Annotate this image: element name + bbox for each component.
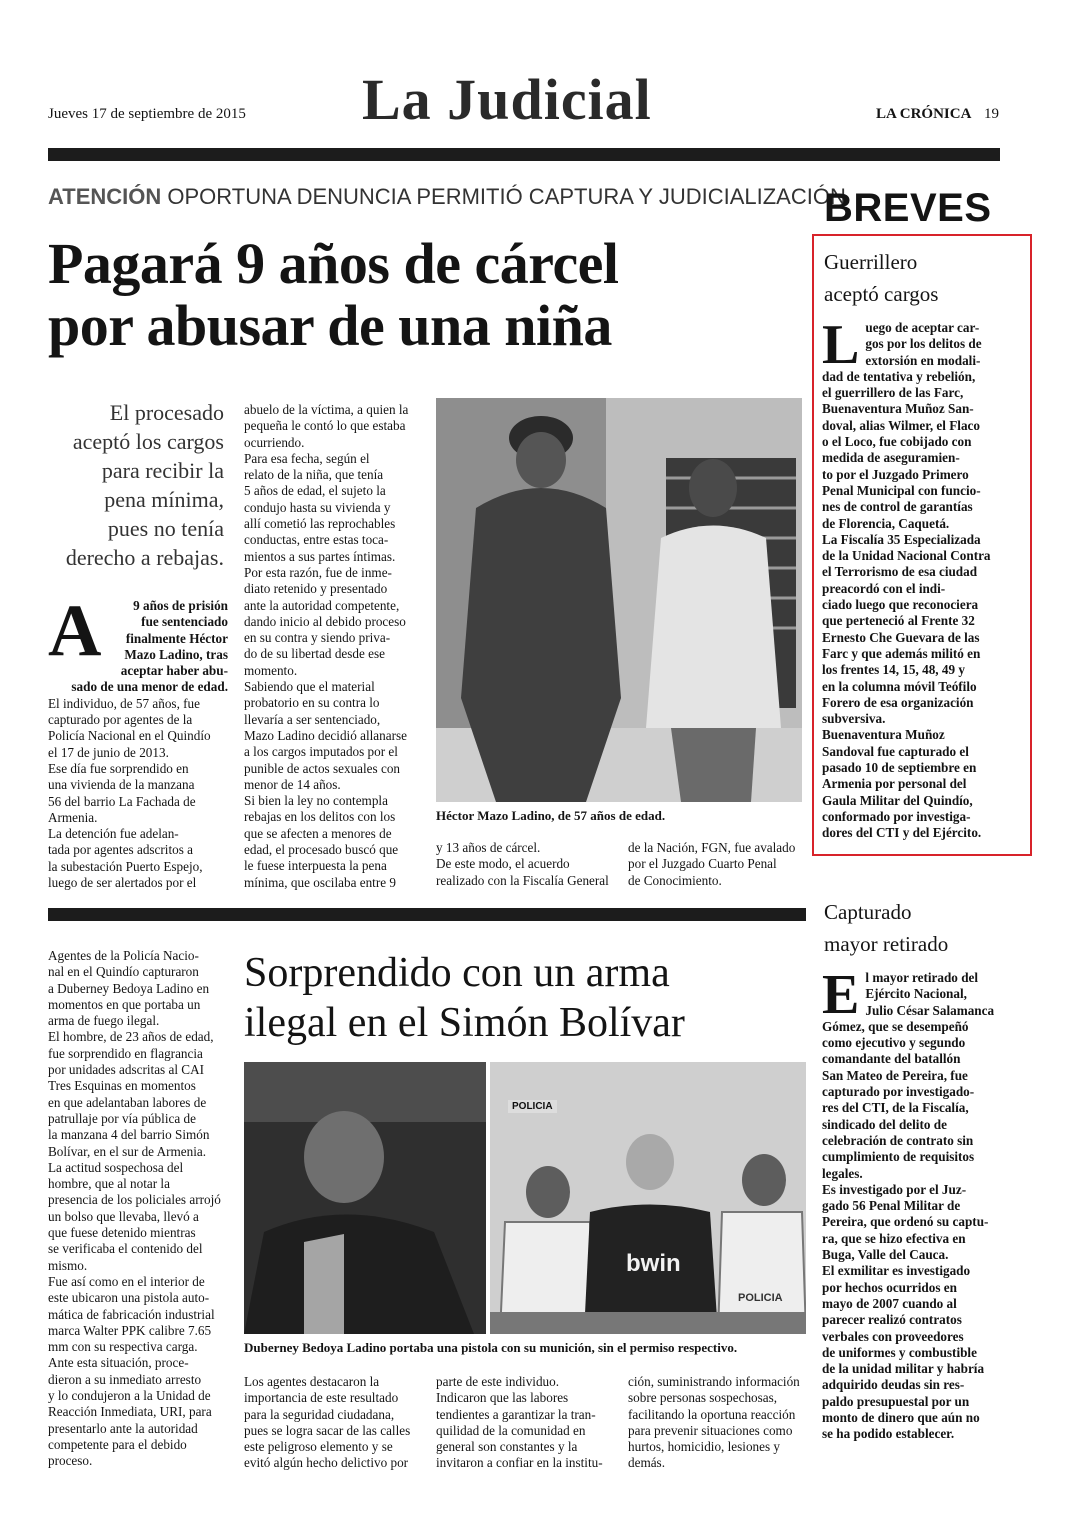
- main-col1-text: El individuo, de 57 años, fue capturado por agentes de la Policía Nacional en el Quindío el 17 de junio de 2013. Ese día fue sorprendido en una vivienda de la manzana 56 del barrio La Fachada de Armenia. La detención fue adelan- tada por agentes adscritos a la subestación Puerto Espejo, luego de ser alertados por el: [48, 695, 211, 891]
- second-col3: parte de este individuo. Indicaron que las labores tendientes a garantizar la tran- quilidad de la comunidad en general son constantes y la invitaron a confiar en la institu-: [436, 1374, 603, 1471]
- page-number: 19: [984, 106, 999, 122]
- main-headline-line1: Pagará 9 años de cárcel: [48, 231, 619, 296]
- second-photo-left-image: [244, 1062, 486, 1334]
- second-headline-line2: ilegal en el Simón Bolívar: [244, 1000, 685, 1046]
- main-headline: [48, 233, 619, 357]
- breve2-text: Gómez, que se desempeñó como ejecutivo y segundo comandante del batallón San Mateo de Pereira, fue capturado por investigado- res del CTI, de la Fiscalía, sindicado del delito de celebración de contrato sin cumplimiento de requisitos legales. Es investigado por el Juz- gado 56 Penal Militar de Pereira, que ordenó su captu- ra, que se hizo efectiva en Buga, Valle del Cauca. El exmilitar es investigado por hechos ocurridos en mayo de 2007 cuando al parecer realizó contratos verbales con proveedores de uniformes y combustible de la unidad militar y habría adquirido deudas sin res- paldo presupuestal por un monto de dinero que aún no se ha podido establecer.: [822, 1018, 989, 1442]
- breve2-body: [822, 964, 1020, 1443]
- second-headline: [244, 948, 685, 1048]
- second-col1: Agentes de la Policía Nacio- nal en el Quindío capturaron a Duberney Bedoya Ladino en momentos en que portaba un arma de fuego ilegal. El hombre, de 23 años de edad, fue sorprendido en flagrancia por unidades adscritas al CAI Tres Esquinas en momentos en que adelantaban labores de patrullaje por vía pública de la manzana 4 del barrio Simón Bolívar, en el sur de Armenia. La actitud sospechosa del hombre, que al notar la presencia de los policiales arrojó un bolso que llevaba, llevó a que fuese detenido mientras se verificaba el contenido del mismo. Fue así como en el interior de este ubicaron una pistola auto- mática de fabricación industrial marca Walter PPK calibre 7.65 mm con su respectiva carga. Ante esta situación, proce- dieron a su inmediato arresto y lo condujeron a la Unidad de Reacción Inmediata, URI, para presentarlo ante la autoridad competente para el debido proceso.: [48, 948, 221, 1469]
- second-photo-caption: Duberney Bedoya Ladino portaba una pistola con su munición, sin el permiso respectivo.: [244, 1340, 738, 1355]
- section-title: La Judicial: [362, 67, 652, 132]
- main-col1: [48, 590, 228, 891]
- breve2-lead: l mayor retirado del Ejército Nacional, Julio César Salamanca: [865, 970, 995, 1018]
- main-headline-line2: por abusar de una niña: [48, 293, 612, 358]
- breve2-headline: Capturado mayor retirado: [824, 900, 949, 956]
- main-photo-caption: Héctor Mazo Ladino, de 57 años de edad.: [436, 808, 666, 823]
- second-col4: ción, suministrando información sobre personas sospechosas, facilitando la oportuna reacción para prevenir situaciones como hurtos, homicidio, lesiones y demás.: [628, 1374, 800, 1471]
- main-col1-lead: 9 años de prisión fue sentenciado finalmente Héctor Mazo Ladino, tras aceptar haber abu- sado de una menor de edad.: [71, 598, 228, 695]
- main-photo-image: [436, 398, 802, 802]
- breve1-headline: Guerrillero aceptó cargos: [824, 250, 939, 306]
- main-col2: abuelo de la víctima, a quien la pequeña le contó lo que estaba ocurriendo. Para esa fecha, según el relato de la niña, que tenía 5 años de edad, el sujeto la condujo hasta su vivienda y allí cometió las reprochables conductas, entre estas toca- mientos a sus partes íntimas. Por esta razón, fue de inme- diato retenido y presentado ante la autoridad competente, dando inicio al debido proceso en su contra y siendo priva- do de su libertad desde ese momento. Sabiendo que el material probatorio en su contra lo llevaría a ser sentenciado, Mazo Ladino decidió allanarse a los cargos imputados por el punible de actos sexuales con menor de 14 años. Si bien la ley no contempla rebajas en los delitos con los que se afecten a menores de edad, el procesado buscó que le fuese interpuesta la pena mínima, que oscilaba entre 9: [244, 402, 409, 890]
- breve1-body: [822, 314, 1020, 842]
- second-col2: Los agentes destacaron la importancia de este resultado para la seguridad ciudadana, pues se logra sacar de las calles este peligroso elemento y se evitó algún hecho delictivo por: [244, 1374, 411, 1471]
- kicker-strong: ATENCIÓN: [48, 184, 162, 209]
- photo-text-shirt: bwin: [626, 1250, 681, 1277]
- main-photo: [436, 398, 802, 802]
- photo-text-police-2: POLICIA: [738, 1292, 783, 1304]
- breves-title: BREVES: [824, 186, 992, 230]
- issue-date: Jueves 17 de septiembre de 2015: [48, 106, 246, 122]
- main-col3: y 13 años de cárcel. De este modo, el acuerdo realizado con la Fiscalía General: [436, 840, 609, 888]
- main-dropcap: A: [48, 590, 102, 672]
- breve2-dropcap: E: [822, 964, 860, 1026]
- kicker: [48, 184, 846, 210]
- header-rule: [48, 148, 1000, 161]
- breve1-lead: uego de aceptar car- gos por los delitos de extorsión en modali- dad de tentativa y rebelión,: [822, 320, 982, 384]
- second-headline-line1: Sorprendido con un arma: [244, 950, 670, 996]
- section-rule: [48, 908, 806, 921]
- main-col4: de la Nación, FGN, fue avalado por el Juzgado Cuarto Penal de Conocimiento.: [628, 840, 796, 888]
- breve1-dropcap: L: [822, 314, 860, 376]
- second-photo-left: [244, 1062, 486, 1334]
- second-photo-right: [490, 1062, 806, 1334]
- main-summary: El procesado aceptó los cargos para recibir la pena mínima, pues no tenía derecho a rebajas.: [65, 400, 224, 570]
- photo-text-police-1: POLICIA: [508, 1100, 557, 1113]
- breve1-text: el guerrillero de las Farc, Buenaventura Muñoz San- doval, alias Wilmer, el Flaco o el Loco, fue cobijado con medida de aseguramien- to por el Juzgado Primero Penal Municipal con funcio- nes de control de garantías de Florencia, Caquetá. La Fiscalía 35 Especializada de la Unidad Nacional Contra el Terrorismo de esa ciudad preacordó con el indi- ciado luego que reconociera que perteneció al Frente 32 Ernesto Che Guevara de las Farc y que además militó en los frentes 14, 15, 48, 49 y en la columna móvil Teófilo Forero de esa organización subversiva. Buenaventura Muñoz Sandoval fue capturado el pasado 10 de septiembre en Armenia por personal del Gaula Militar del Quindío, conformado por investiga- dores del CTI y del Ejército.: [822, 385, 991, 841]
- publication-name: LA CRÓNICA: [876, 106, 972, 122]
- kicker-text: OPORTUNA DENUNCIA PERMITIÓ CAPTURA Y JUDICIALIZACIÓN: [167, 184, 846, 209]
